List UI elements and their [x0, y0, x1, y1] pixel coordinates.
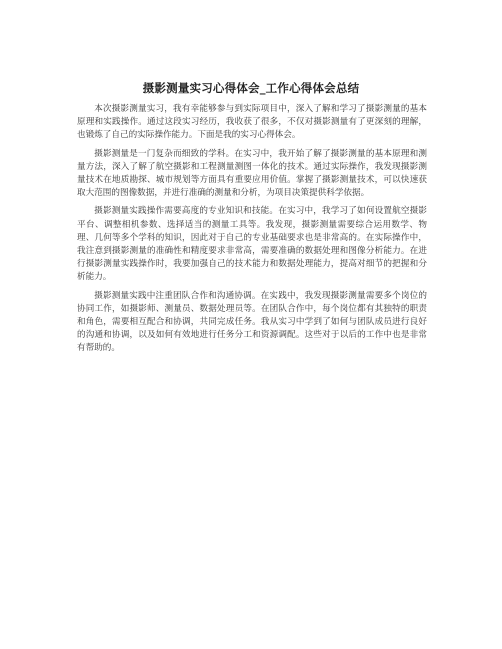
paragraph-4: 摄影测量实践中注重团队合作和沟通协调。在实践中，我发现摄影测量需要多个岗位的协同工作，如摄影师、测量员、数据处理员等。在团队合作中，每个岗位都有其独特的职责和角色，需要相互配合和协调，共同完成任务。我从实习中学到了如何与团队成员进行良好的沟通和协调，以及如何有效地进行任务分工和资源调配。这些对于以后的工作中也是非常有帮助的。	[77, 290, 427, 354]
paragraph-3: 摄影测量实践操作需要高度的专业知识和技能。在实习中，我学习了如何设置航空摄影平台、调整相机参数、选择适当的测量工具等。我发现，摄影测量需要综合运用数学、物理、几何等多个学科的知识，因此对于自己的专业基础要求也是非常高的。在实际操作中，我注意到摄影测量的准确性和精度要求非常高，需要准确的数据处理和图像分析能力。在进行摄影测量实践操作时，我要加强自己的技术能力和数据处理能力，提高对细节的把握和分析能力。	[77, 206, 427, 283]
document-body	[77, 103, 427, 361]
paragraph-2: 摄影测量是一门复杂而细致的学科。在实习中，我开始了解了摄影测量的基本原理和测量方法，深入了解了航空摄影和工程测量测图一体化的技术。通过实际操作，我发现摄影测量技术在地质勘探、城市规划等方面具有重要应用价值。掌握了摄影测量技术，可以快速获取大范围的图像数据，并进行准确的测量和分析，为项目决策提供科学依据。	[77, 148, 427, 199]
document-title: 摄影测量实习心得体会_工作心得体会总结	[142, 81, 360, 95]
paragraph-1: 本次摄影测量实习，我有幸能够参与到实际项目中，深入了解和学习了摄影测量的基本原理和实践操作。通过这段实习经历，我收获了很多，不仅对摄影测量有了更深刻的理解，也锻炼了自己的实际操作能力。下面是我的实习心得体会。	[77, 104, 427, 141]
